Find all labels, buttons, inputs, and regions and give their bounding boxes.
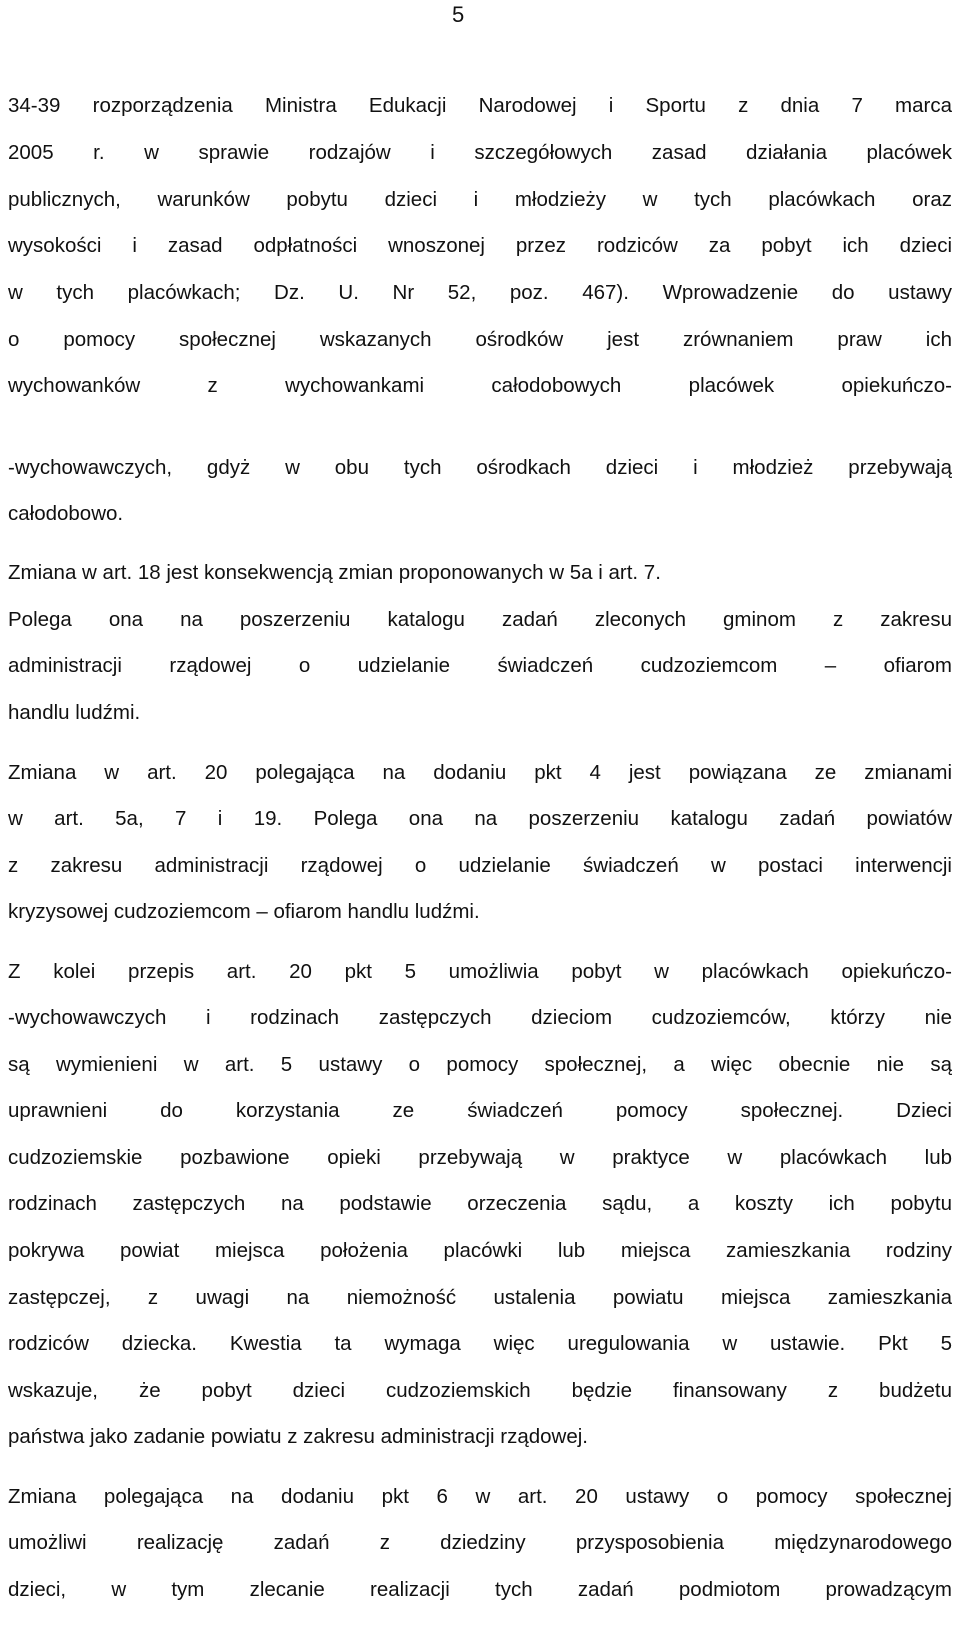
text-line: handlu ludźmi.: [8, 701, 141, 724]
text-line: Z kolei przepis art. 20 pkt 5 umożliwia pobyt w placówkach opiekuńczo-: [8, 960, 952, 983]
text-line: Polega ona na poszerzeniu katalogu zadań zleconych gminom z zakresu: [8, 608, 952, 631]
text-line: umożliwi realizację zadań z dziedziny przysposobienia międzynarodowego: [8, 1531, 952, 1554]
text-line: zastępczej, z uwagi na niemożność ustalenia powiatu miejsca zamieszkania: [8, 1286, 952, 1309]
text-line: wskazuje, że pobyt dzieci cudzoziemskich będzie finansowany z budżetu: [8, 1379, 952, 1402]
text-line: Zmiana w art. 18 jest konsekwencją zmian proponowanych w 5a i art. 7.: [8, 561, 661, 584]
text-line: państwa jako zadanie powiatu z zakresu administracji rządowej.: [8, 1425, 588, 1448]
text-line: -wychowawczych i rodzinach zastępczych dzieciom cudzoziemców, którzy nie: [8, 1006, 952, 1029]
text-line: 34-39 rozporządzenia Ministra Edukacji Narodowej i Sportu z dnia 7 marca: [8, 94, 952, 117]
text-line: 2005 r. w sprawie rodzajów i szczegółowych zasad działania placówek: [8, 141, 952, 164]
text-line: wychowanków z wychowankami całodobowych placówek opiekuńczo-: [8, 374, 952, 397]
text-line: uprawnieni do korzystania ze świadczeń pomocy społecznej. Dzieci: [8, 1099, 952, 1122]
text-line: rodzinach zastępczych na podstawie orzeczenia sądu, a koszty ich pobytu: [8, 1192, 952, 1215]
text-line: w tych placówkach; Dz. U. Nr 52, poz. 467). Wprowadzenie do ustawy: [8, 281, 952, 304]
text-line: cudzoziemskie pozbawione opieki przebywają w praktyce w placówkach lub: [8, 1146, 952, 1169]
text-line: w art. 5a, 7 i 19. Polega ona na poszerzeniu katalogu zadań powiatów: [8, 807, 952, 830]
text-line: są wymienieni w art. 5 ustawy o pomocy społecznej, a więc obecnie nie są: [8, 1053, 952, 1076]
text-line: administracji rządowej o udzielanie świadczeń cudzoziemcom – ofiarom: [8, 654, 952, 677]
text-line: pokrywa powiat miejsca położenia placówki lub miejsca zamieszkania rodziny: [8, 1239, 952, 1262]
text-line: o pomocy społecznej wskazanych ośrodków jest zrównaniem praw ich: [8, 328, 952, 351]
text-line: kryzysowej cudzoziemcom – ofiarom handlu ludźmi.: [8, 900, 480, 923]
text-line: Zmiana w art. 20 polegająca na dodaniu pkt 4 jest powiązana ze zmianami: [8, 761, 952, 784]
text-line: z zakresu administracji rządowej o udzielanie świadczeń w postaci interwencji: [8, 854, 952, 877]
text-line: Zmiana polegająca na dodaniu pkt 6 w art. 20 ustawy o pomocy społecznej: [8, 1485, 952, 1508]
page-number: 5: [452, 2, 465, 27]
text-line: publicznych, warunków pobytu dzieci i młodzieży w tych placówkach oraz: [8, 188, 952, 211]
text-line: -wychowawczych, gdyż w obu tych ośrodkach dzieci i młodzież przebywają: [8, 456, 952, 479]
text-line: rodziców dziecka. Kwestia ta wymaga więc uregulowania w ustawie. Pkt 5: [8, 1332, 952, 1355]
text-line: dzieci, w tym zlecanie realizacji tych zadań podmiotom prowadzącym: [8, 1578, 952, 1601]
text-line: wysokości i zasad odpłatności wnoszonej przez rodziców za pobyt ich dzieci: [8, 234, 952, 257]
text-line: całodobowo.: [8, 502, 124, 525]
